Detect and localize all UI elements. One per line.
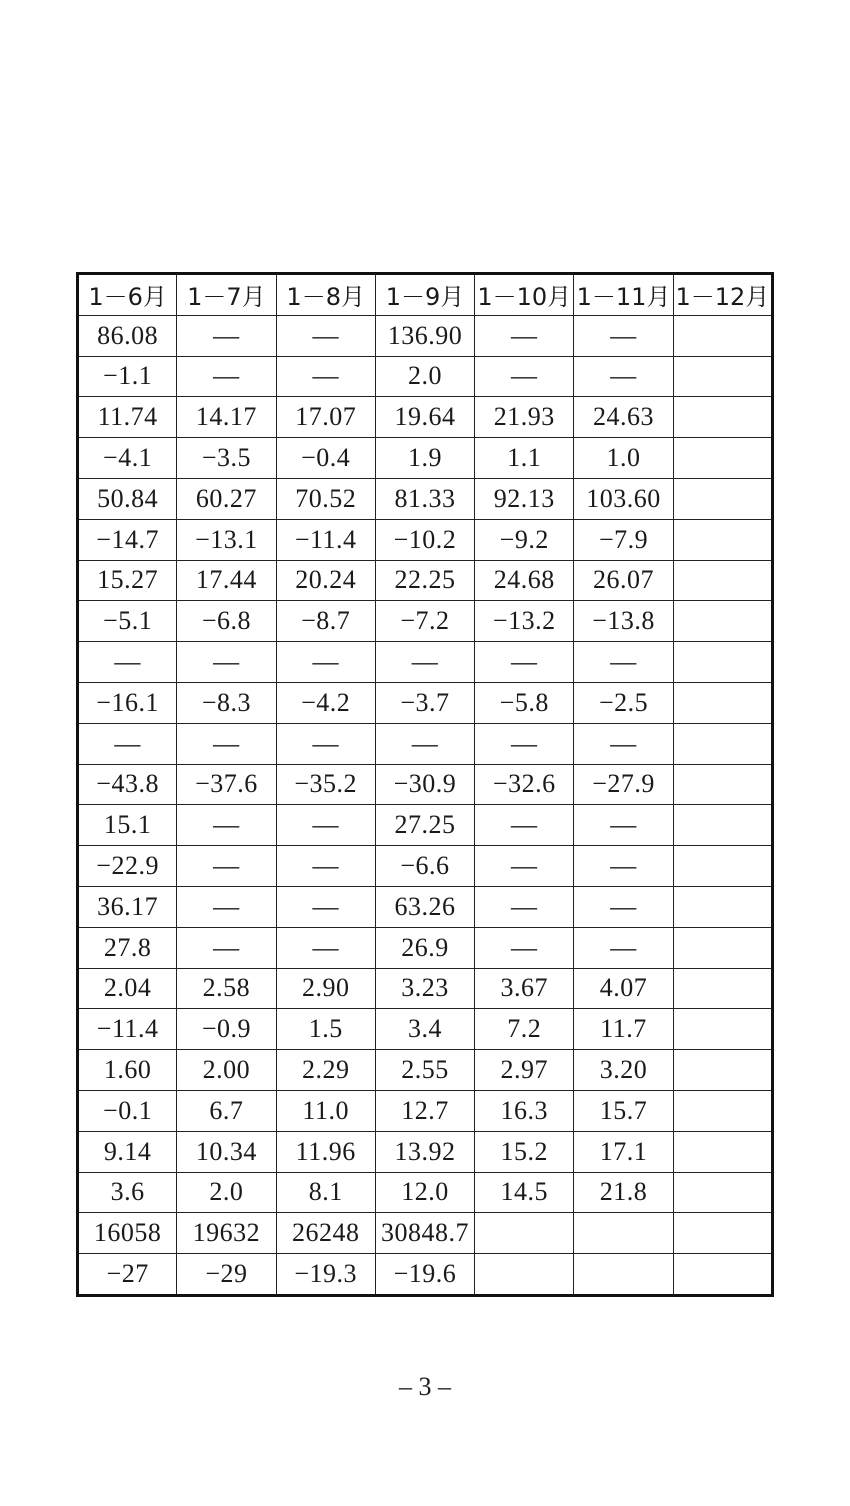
table-cell: −32.6	[475, 764, 574, 805]
table-cell: −0.9	[177, 1009, 276, 1050]
table-cell: 2.58	[177, 968, 276, 1009]
table-cell: 12.0	[375, 1172, 474, 1213]
table-cell: 14.17	[177, 397, 276, 438]
table-row	[78, 1213, 773, 1254]
table-cell: —	[78, 642, 177, 683]
table-cell: 11.74	[78, 397, 177, 438]
table-cell	[673, 682, 772, 723]
header-row	[78, 274, 773, 316]
table-cell: −5.1	[78, 601, 177, 642]
table-cell: −3.7	[375, 682, 474, 723]
table-cell	[673, 560, 772, 601]
table-cell: —	[475, 315, 574, 356]
table-cell	[673, 968, 772, 1009]
table-cell: —	[177, 927, 276, 968]
table-row	[78, 478, 773, 519]
table-cell: 50.84	[78, 478, 177, 519]
table-cell: −7.2	[375, 601, 474, 642]
table-cell: —	[177, 315, 276, 356]
table-cell: —	[276, 356, 375, 397]
table-cell: —	[475, 886, 574, 927]
table-cell	[673, 1090, 772, 1131]
table-cell	[673, 1009, 772, 1050]
table-row	[78, 315, 773, 356]
table-cell: 3.6	[78, 1172, 177, 1213]
table-cell	[673, 886, 772, 927]
table-cell: —	[78, 723, 177, 764]
table-cell: 36.17	[78, 886, 177, 927]
table-cell: 19.64	[375, 397, 474, 438]
table-cell: 8.1	[276, 1172, 375, 1213]
table-cell: —	[475, 642, 574, 683]
table-cell: 2.55	[375, 1050, 474, 1091]
table-row	[78, 764, 773, 805]
table-cell: 81.33	[375, 478, 474, 519]
table-cell: —	[375, 723, 474, 764]
table-cell: 21.8	[574, 1172, 673, 1213]
table-cell	[673, 1131, 772, 1172]
table-cell: −6.6	[375, 846, 474, 887]
table-cell: −13.8	[574, 601, 673, 642]
table-cell: 3.20	[574, 1050, 673, 1091]
table-cell: −13.1	[177, 519, 276, 560]
table-cell: —	[276, 927, 375, 968]
table-row	[78, 397, 773, 438]
column-header: 1－7月	[177, 274, 276, 316]
table-cell: 1.0	[574, 438, 673, 479]
table-cell: −13.2	[475, 601, 574, 642]
table-cell: —	[475, 846, 574, 887]
table-cell: −16.1	[78, 682, 177, 723]
table-cell: 6.7	[177, 1090, 276, 1131]
table-cell: 7.2	[475, 1009, 574, 1050]
table-cell: —	[475, 805, 574, 846]
table-cell: —	[276, 846, 375, 887]
column-header: 1－10月	[475, 274, 574, 316]
statistics-table	[76, 272, 774, 1297]
table-cell: 16.3	[475, 1090, 574, 1131]
table-cell: 2.04	[78, 968, 177, 1009]
table-cell: —	[574, 886, 673, 927]
table-row	[78, 601, 773, 642]
table-cell: −9.2	[475, 519, 574, 560]
table-cell	[673, 315, 772, 356]
table-cell: −37.6	[177, 764, 276, 805]
table-row	[78, 356, 773, 397]
table-cell	[673, 1254, 772, 1296]
table-cell: 24.68	[475, 560, 574, 601]
table-cell: 3.23	[375, 968, 474, 1009]
table-cell	[475, 1254, 574, 1296]
table-cell: −29	[177, 1254, 276, 1296]
table-row	[78, 1131, 773, 1172]
table-cell: 26.07	[574, 560, 673, 601]
table-cell: 9.14	[78, 1131, 177, 1172]
table-cell: −6.8	[177, 601, 276, 642]
table-cell: −11.4	[78, 1009, 177, 1050]
table-cell: —	[276, 886, 375, 927]
table-row	[78, 1090, 773, 1131]
table-cell: 136.90	[375, 315, 474, 356]
table-row	[78, 438, 773, 479]
table-cell: 1.60	[78, 1050, 177, 1091]
table-cell: 17.1	[574, 1131, 673, 1172]
table-cell: 11.96	[276, 1131, 375, 1172]
table-cell: 2.0	[375, 356, 474, 397]
table-cell: 15.7	[574, 1090, 673, 1131]
table-row	[78, 846, 773, 887]
table-cell: 30848.7	[375, 1213, 474, 1254]
table-cell: 27.8	[78, 927, 177, 968]
table-row	[78, 927, 773, 968]
table-cell: —	[177, 886, 276, 927]
table-body	[78, 315, 773, 1295]
table-cell	[574, 1213, 673, 1254]
table-cell: −3.5	[177, 438, 276, 479]
table-row	[78, 519, 773, 560]
table-cell	[673, 764, 772, 805]
table-cell: —	[375, 642, 474, 683]
table-row	[78, 968, 773, 1009]
table-cell: 26248	[276, 1213, 375, 1254]
table-cell: −2.5	[574, 682, 673, 723]
table-cell: −14.7	[78, 519, 177, 560]
column-header: 1－6月	[78, 274, 177, 316]
table-cell	[673, 1050, 772, 1091]
table-cell: 1.9	[375, 438, 474, 479]
table-cell: −8.3	[177, 682, 276, 723]
table-cell: 19632	[177, 1213, 276, 1254]
table-cell: —	[177, 642, 276, 683]
table-cell: 3.67	[475, 968, 574, 1009]
table-cell: 1.5	[276, 1009, 375, 1050]
table-cell: —	[574, 723, 673, 764]
table-cell: −1.1	[78, 356, 177, 397]
table-cell: 12.7	[375, 1090, 474, 1131]
table-cell	[673, 478, 772, 519]
table-row	[78, 560, 773, 601]
table-cell: 4.07	[574, 968, 673, 1009]
table-cell: —	[276, 723, 375, 764]
table-cell	[673, 397, 772, 438]
table-row	[78, 1050, 773, 1091]
table-cell: 22.25	[375, 560, 474, 601]
table-cell: −22.9	[78, 846, 177, 887]
table-cell: −43.8	[78, 764, 177, 805]
table-cell: —	[574, 805, 673, 846]
table-cell: 17.07	[276, 397, 375, 438]
table-cell: 2.97	[475, 1050, 574, 1091]
table-cell: —	[574, 846, 673, 887]
table-cell	[673, 519, 772, 560]
table-cell: −10.2	[375, 519, 474, 560]
table-cell: −5.8	[475, 682, 574, 723]
table-cell: 2.29	[276, 1050, 375, 1091]
table-cell	[673, 601, 772, 642]
table-cell: 14.5	[475, 1172, 574, 1213]
table-cell: 17.44	[177, 560, 276, 601]
column-header: 1－12月	[673, 274, 772, 316]
table-cell	[673, 805, 772, 846]
table-row	[78, 1172, 773, 1213]
table-cell: −30.9	[375, 764, 474, 805]
table-header	[78, 274, 773, 316]
table-cell: —	[177, 846, 276, 887]
table-cell: —	[574, 356, 673, 397]
table-cell: —	[276, 315, 375, 356]
table-cell: —	[574, 642, 673, 683]
table-cell: −4.1	[78, 438, 177, 479]
table-cell: —	[177, 723, 276, 764]
table-cell: 13.92	[375, 1131, 474, 1172]
table-cell: 15.1	[78, 805, 177, 846]
table-cell: −11.4	[276, 519, 375, 560]
table-cell	[475, 1213, 574, 1254]
table-cell: −35.2	[276, 764, 375, 805]
table-cell	[574, 1254, 673, 1296]
table-cell	[673, 846, 772, 887]
table-cell: 60.27	[177, 478, 276, 519]
table-cell: 24.63	[574, 397, 673, 438]
table-cell: 21.93	[475, 397, 574, 438]
table-cell	[673, 1172, 772, 1213]
table-cell: 15.2	[475, 1131, 574, 1172]
table-cell: −27	[78, 1254, 177, 1296]
table-cell: —	[574, 927, 673, 968]
table-row	[78, 723, 773, 764]
table-row	[78, 1254, 773, 1296]
table-cell: 86.08	[78, 315, 177, 356]
table-cell: —	[276, 642, 375, 683]
table-cell: —	[574, 315, 673, 356]
table-cell: 26.9	[375, 927, 474, 968]
table-cell: 20.24	[276, 560, 375, 601]
table-cell: 11.7	[574, 1009, 673, 1050]
table-cell: 2.00	[177, 1050, 276, 1091]
table-cell: 1.1	[475, 438, 574, 479]
table-cell: −8.7	[276, 601, 375, 642]
table-cell: 92.13	[475, 478, 574, 519]
table-cell: —	[177, 805, 276, 846]
table-cell: —	[276, 805, 375, 846]
column-header: 1－9月	[375, 274, 474, 316]
table-cell: 16058	[78, 1213, 177, 1254]
table-cell: −7.9	[574, 519, 673, 560]
table-row	[78, 682, 773, 723]
table-cell: −4.2	[276, 682, 375, 723]
table-cell: 15.27	[78, 560, 177, 601]
table-cell: −0.4	[276, 438, 375, 479]
table-cell: −0.1	[78, 1090, 177, 1131]
table-cell: 27.25	[375, 805, 474, 846]
table-cell: 2.90	[276, 968, 375, 1009]
table-cell: 70.52	[276, 478, 375, 519]
table-cell: 63.26	[375, 886, 474, 927]
table-cell: 103.60	[574, 478, 673, 519]
page-number: – 3 –	[399, 1372, 451, 1401]
table-cell: —	[475, 356, 574, 397]
table-cell: —	[475, 723, 574, 764]
table-cell: −19.3	[276, 1254, 375, 1296]
table-cell: 10.34	[177, 1131, 276, 1172]
column-header: 1－11月	[574, 274, 673, 316]
table-cell: —	[475, 927, 574, 968]
table-cell	[673, 438, 772, 479]
table-cell	[673, 1213, 772, 1254]
table-cell: 3.4	[375, 1009, 474, 1050]
table-row	[78, 1009, 773, 1050]
table-row	[78, 805, 773, 846]
column-header: 1－8月	[276, 274, 375, 316]
table-cell: —	[177, 356, 276, 397]
table-cell: 2.0	[177, 1172, 276, 1213]
table-cell	[673, 927, 772, 968]
table-cell	[673, 723, 772, 764]
table-cell	[673, 356, 772, 397]
table-cell: −27.9	[574, 764, 673, 805]
table-cell	[673, 642, 772, 683]
table-cell: 11.0	[276, 1090, 375, 1131]
table-cell: −19.6	[375, 1254, 474, 1296]
table-row	[78, 642, 773, 683]
table-row	[78, 886, 773, 927]
